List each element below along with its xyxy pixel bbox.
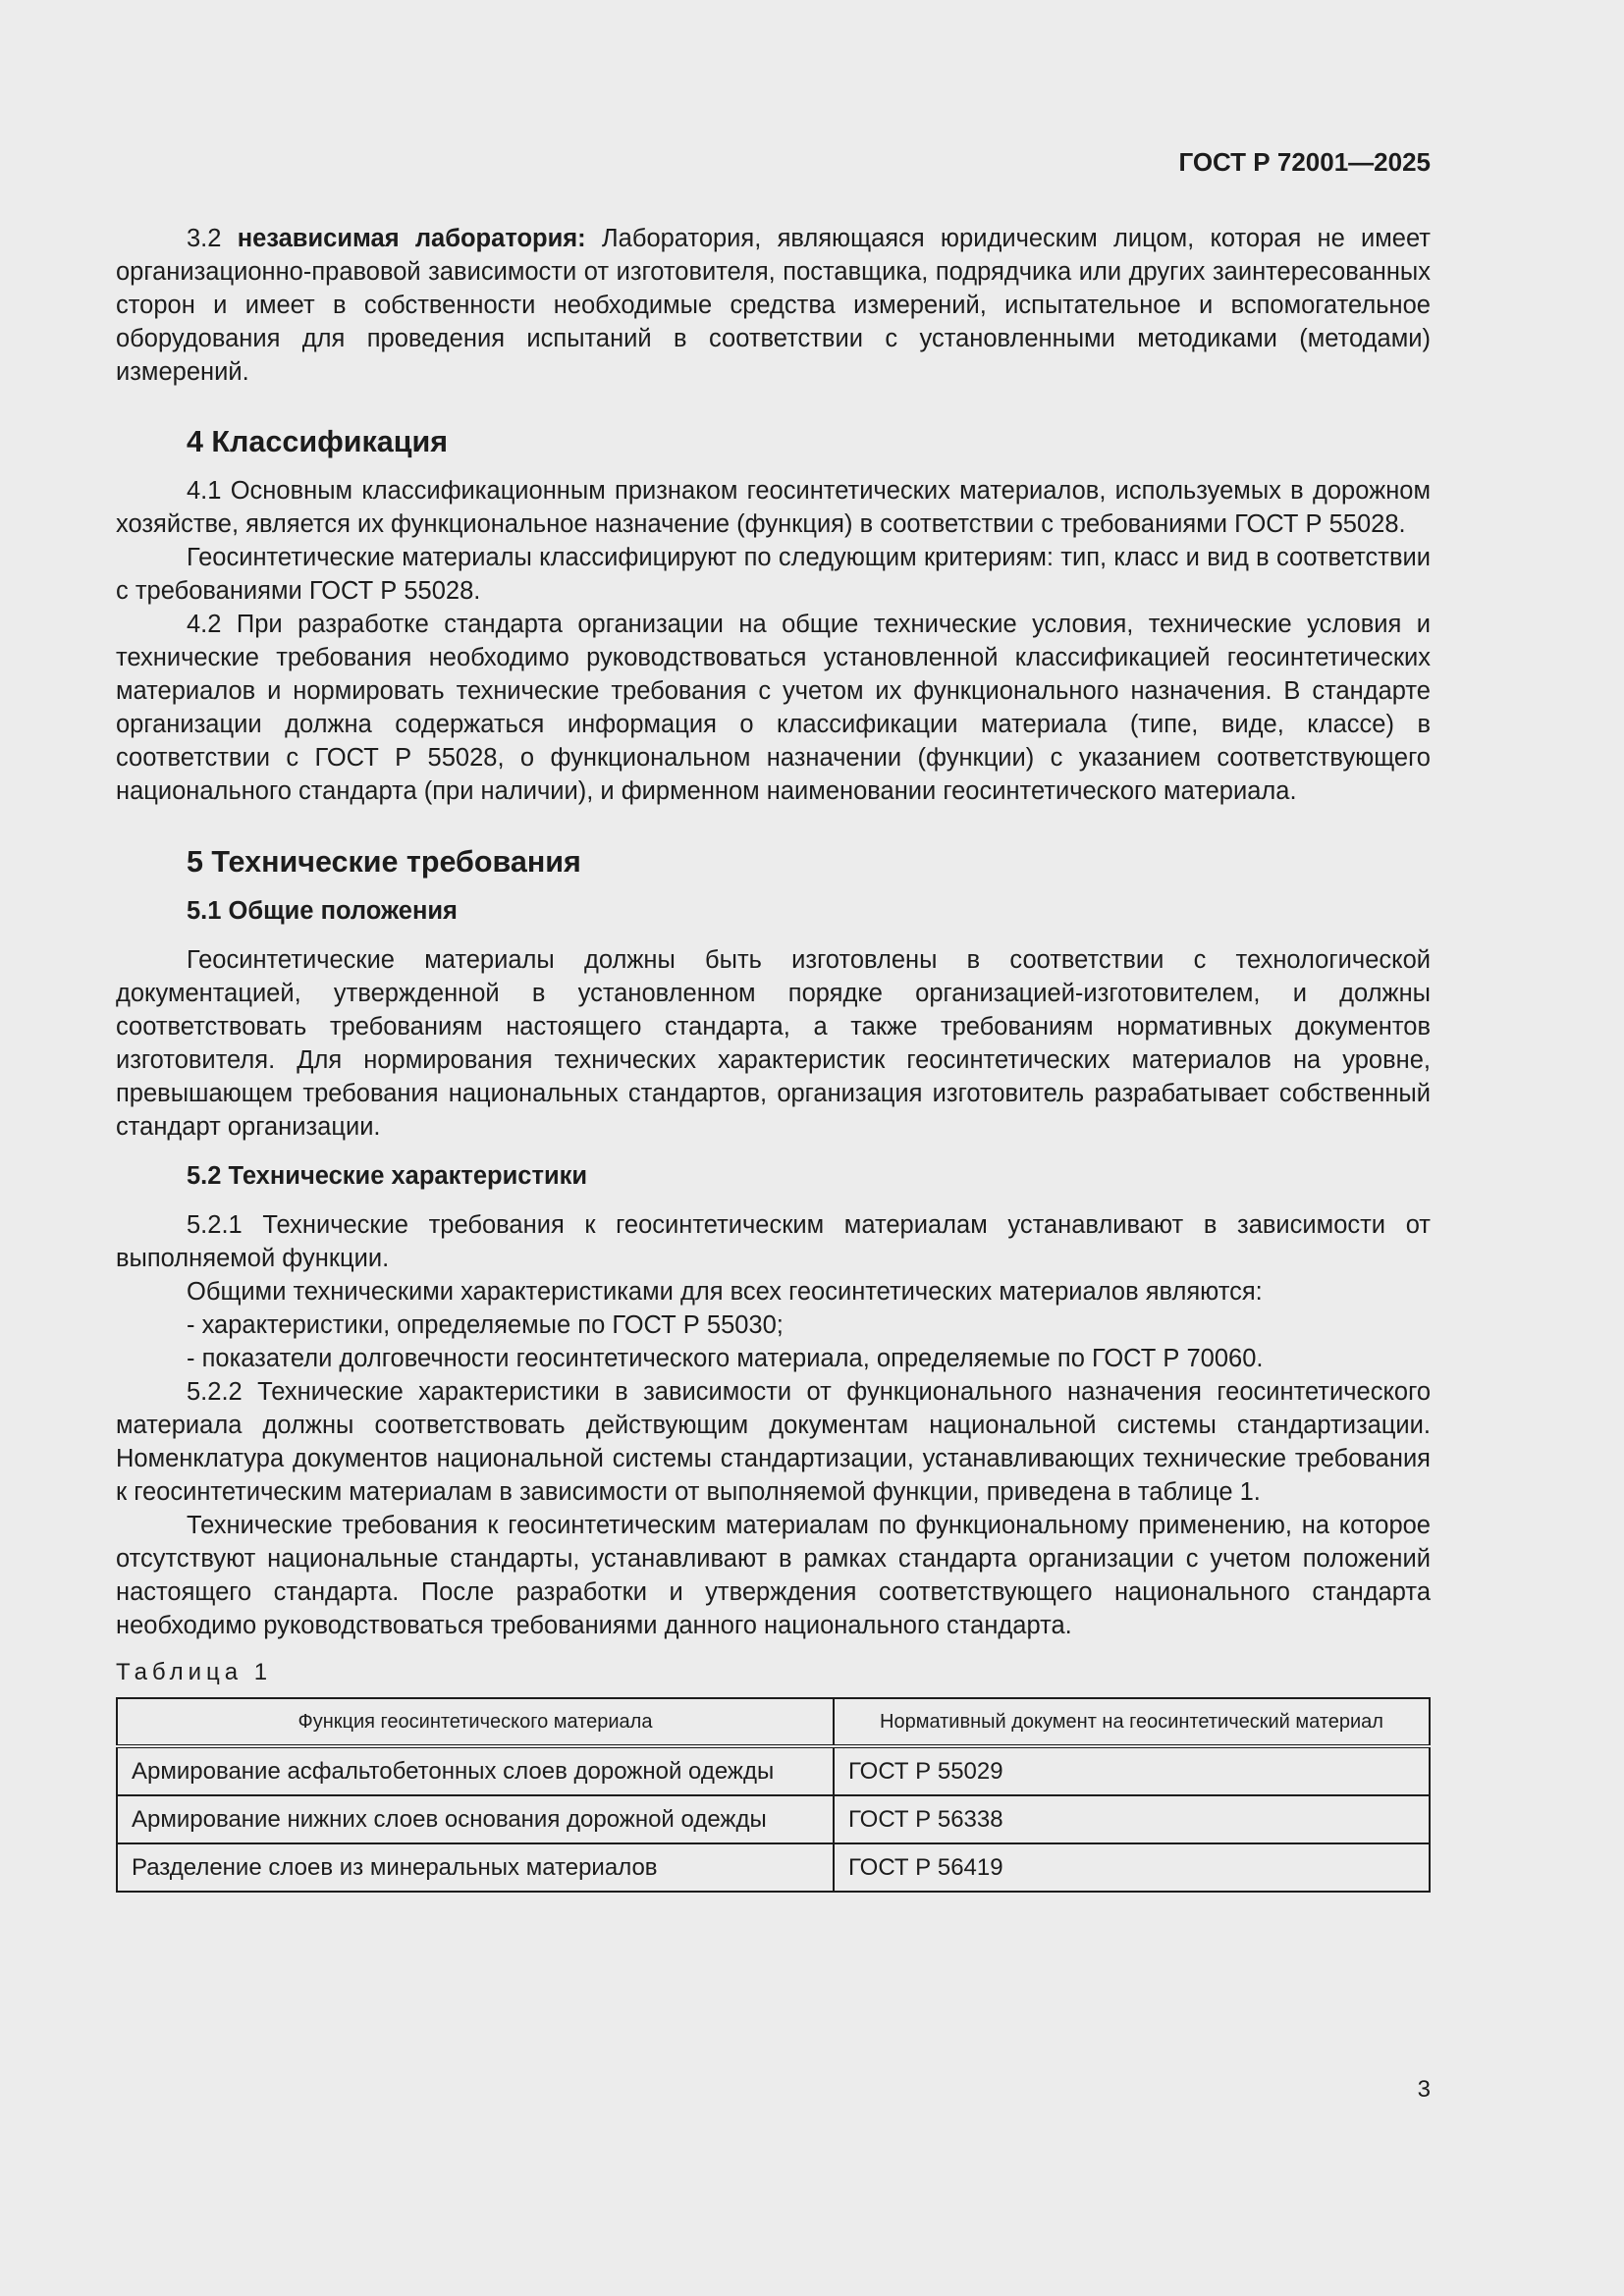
- list-item: - показатели долговечности геосинтетического материала, определяемые по ГОСТ Р 70060.: [187, 1345, 1264, 1372]
- table-row: [117, 1843, 1430, 1892]
- table-cell-function: Армирование асфальтобетонных слоев дорожной одежды: [117, 1746, 834, 1795]
- paragraph-5-2-1: 5.2.1 Технические требования к геосинтетическим материалам устанавливают в зависимости от выполняемой функции.: [116, 1211, 1431, 1272]
- term-name: независимая лаборатория:: [237, 225, 586, 252]
- document-number-header: ГОСТ Р 72001—2025: [1178, 147, 1431, 177]
- paragraph-common-characteristics: Общими техническими характеристиками для всех геосинтетических материалов являются:: [187, 1278, 1263, 1306]
- subsection-5-2-heading: 5.2 Технические характеристики: [187, 1162, 588, 1190]
- column-header-function: Функция геосинтетического материала: [117, 1698, 834, 1746]
- paragraph-5-2-2-national: Технические требования к геосинтетическим материалам по функциональному применению, на которое отсутствуют национальные стандарты, устанавливают в рамках стандарта организации с учетом положений настоящего стандарта. После разработки и утверждения соответствующего национального стандарта необходимо руководствоваться требованиями данного национального стандарта.: [116, 1512, 1431, 1639]
- table-cell-document: ГОСТ Р 55029: [834, 1746, 1430, 1795]
- table-caption: Таблица 1: [116, 1659, 273, 1685]
- page-number: 3: [1417, 2076, 1431, 2103]
- table-cell-document: ГОСТ Р 56338: [834, 1795, 1430, 1843]
- column-header-document: Нормативный документ на геосинтетический материал: [834, 1698, 1430, 1746]
- paragraph-3-2: [116, 222, 1431, 389]
- table-header-row: [117, 1698, 1430, 1746]
- section-5-heading: 5 Технические требования: [187, 845, 581, 879]
- paragraph-5-2-2: 5.2.2 Технические характеристики в зависимости от функционального назначения геосинтетического материала должны соответствовать действующим документам национальной системы стандартизации. Номенклатура документов национальной системы стандартизации, устанавливающих технические требования к геосинтетическим материалам в зависимости от выполняемой функции, приведена в таблице 1.: [116, 1378, 1431, 1506]
- list-item: - характеристики, определяемые по ГОСТ Р 55030;: [187, 1311, 784, 1339]
- table-row: [117, 1795, 1430, 1843]
- table-row: [117, 1746, 1430, 1795]
- table-cell-document: ГОСТ Р 56419: [834, 1843, 1430, 1892]
- document-body: [116, 222, 1431, 1893]
- term-definition: Лаборатория, являющаяся юридическим лицом, которая не имеет организационно-правовой зависимости от изготовителя, поставщика, подрядчика или других заинтересованных сторон и имеет в собственности необходимые средства измерений, испытательное и вспомогательное оборудования для проведения испытаний в соответствии с установленными методиками (методами) измерений.: [116, 225, 1431, 386]
- paragraph-4-2: 4.2 При разработке стандарта организации на общие технические условия, технические условия и технические требования необходимо руководствоваться установленной классификацией геосинтетических материалов и нормировать технические требования с учетом их функционального назначения. В стандарте организации должна содержаться информация о классификации материала (типе, виде, классе) в соответствии с ГОСТ Р 55028, о функциональном назначении (функции) с указанием соответствующего национального стандарта (при наличии), и фирменном наименовании геосинтетического материала.: [116, 611, 1431, 805]
- table-cell-function: Армирование нижних слоев основания дорожной одежды: [117, 1795, 834, 1843]
- subsection-5-1-heading: 5.1 Общие положения: [187, 897, 458, 925]
- table-cell-function: Разделение слоев из минеральных материалов: [117, 1843, 834, 1892]
- section-4-heading: 4 Классификация: [187, 425, 449, 458]
- table-1: [116, 1697, 1431, 1893]
- paragraph-5-1: Геосинтетические материалы должны быть изготовлены в соответствии с технологической документацией, утвержденной в установленном порядке организацией-изготовителем, и должны соответствовать требованиям настоящего стандарта, а также требованиям нормативных документов изготовителя. Для нормирования технических характеристик геосинтетических материалов на уровне, превышающем требования национальных стандартов, организация изготовитель разрабатывает собственный стандарт организации.: [116, 946, 1431, 1141]
- paragraph-4-1-criteria: Геосинтетические материалы классифицируют по следующим критериям: тип, класс и вид в соответствии с требованиями ГОСТ Р 55028.: [116, 544, 1431, 605]
- clause-number: 3.2: [187, 225, 222, 252]
- paragraph-4-1: 4.1 Основным классификационным признаком геосинтетических материалов, используемых в дорожном хозяйстве, является их функциональное назначение (функция) в соответствии с требованиями ГОСТ Р 55028.: [116, 477, 1431, 538]
